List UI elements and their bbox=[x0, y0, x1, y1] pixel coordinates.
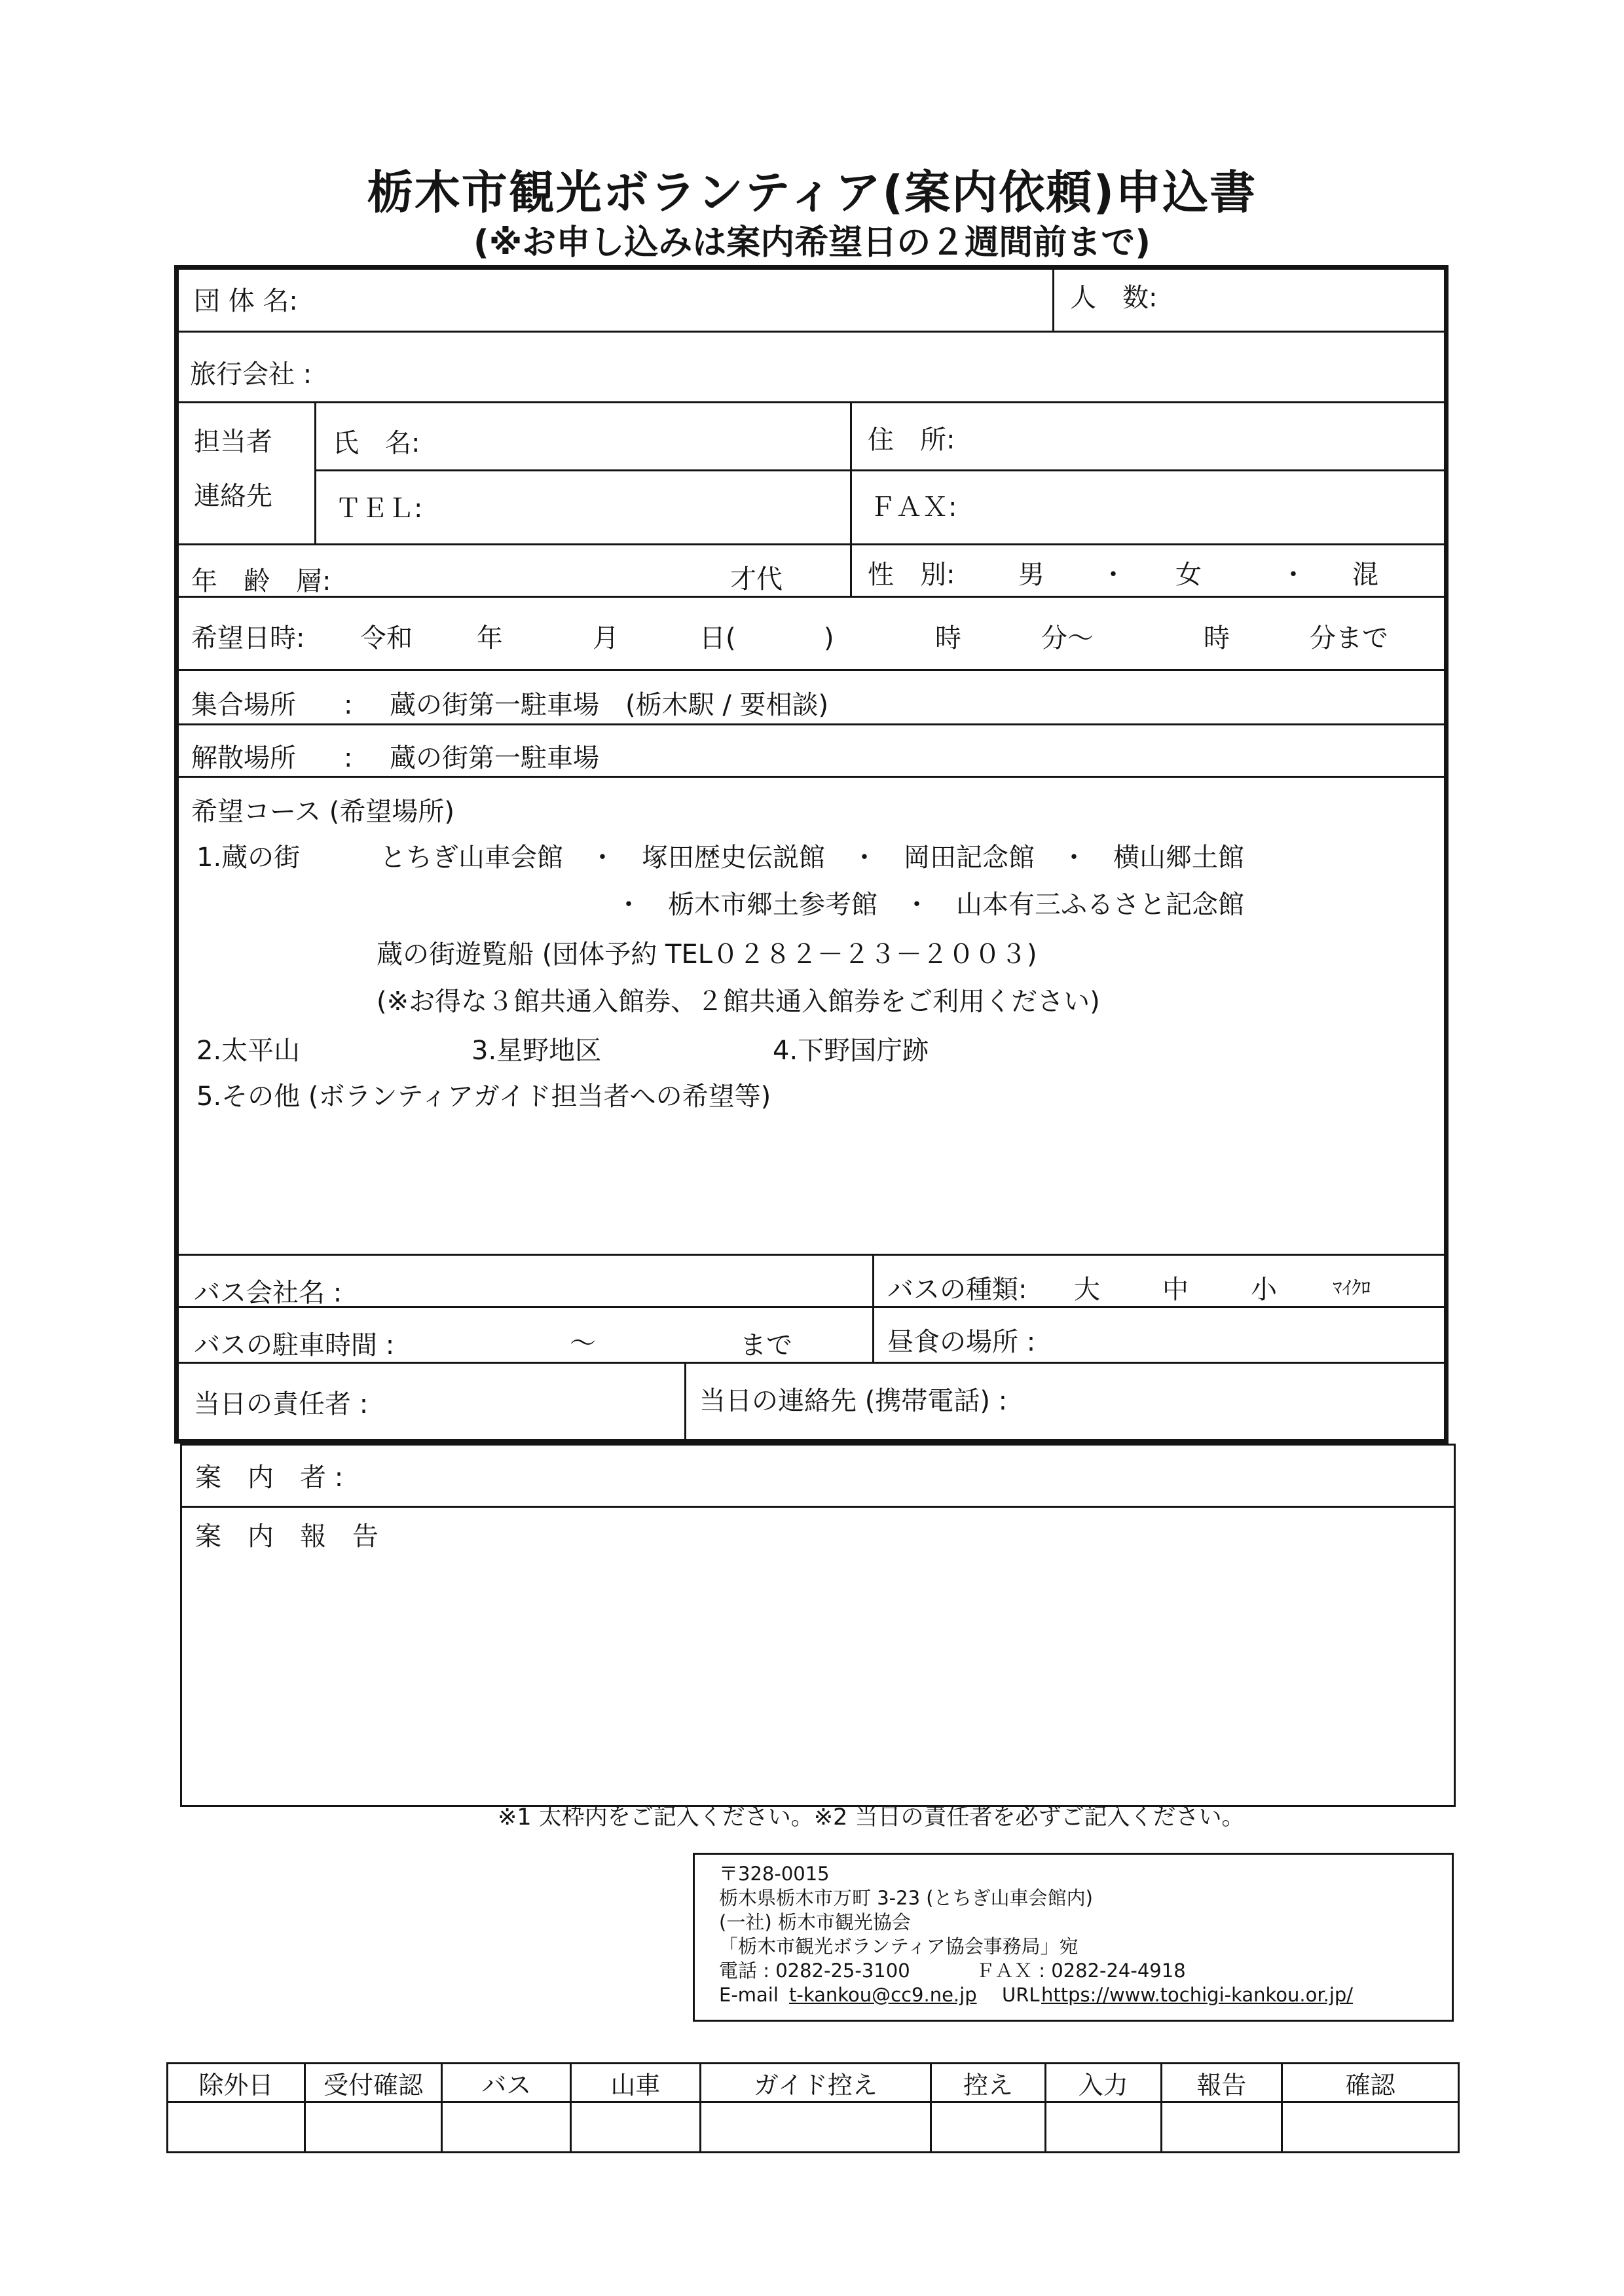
course-1-line-2[interactable]: ・ 栃木市郷土参考館 ・ 山本有三ふるさと記念館 bbox=[616, 890, 1244, 920]
time-minute-end: 分まで bbox=[1310, 623, 1388, 653]
table-cell[interactable] bbox=[1161, 2102, 1282, 2153]
gender-separator: ・ bbox=[1280, 560, 1306, 590]
date-month: 月 bbox=[593, 623, 619, 653]
date-year: 年 bbox=[477, 623, 503, 653]
bus-type-small[interactable]: 小 bbox=[1251, 1275, 1277, 1305]
dispersal-place-value: 蔵の街第一駐車場 bbox=[390, 743, 599, 773]
lunch-place-field[interactable] bbox=[1061, 1316, 1441, 1355]
date-time-field[interactable] bbox=[347, 609, 1441, 661]
bus-type-label: バスの種類: bbox=[887, 1275, 1027, 1305]
age-suffix: 才代 bbox=[730, 564, 783, 594]
lunch-place-label: 昼食の場所 : bbox=[887, 1327, 1036, 1357]
date-day: 日( bbox=[699, 623, 736, 653]
tel-label: ＴＥＬ: bbox=[335, 494, 423, 524]
guide-report-label: 案 内 報 告 bbox=[195, 1522, 378, 1552]
group-name-field[interactable] bbox=[341, 282, 1041, 321]
meeting-place-value: 蔵の街第一駐車場 (栃木駅 / 要相談) bbox=[390, 690, 829, 720]
guide-field[interactable] bbox=[367, 1453, 1441, 1499]
gender-mixed[interactable]: 混 bbox=[1352, 560, 1378, 590]
course-4[interactable]: 4.下野国庁跡 bbox=[773, 1036, 929, 1066]
bus-parking-until: まで bbox=[740, 1330, 792, 1360]
bus-parking-field[interactable] bbox=[419, 1316, 864, 1358]
organization-name: (一社) 栃木市観光協会 bbox=[719, 1911, 911, 1933]
name-label: 氏 名: bbox=[333, 428, 420, 458]
table-header: 控え bbox=[931, 2064, 1046, 2102]
email-link[interactable]: t-kankou@cc9.ne.jp bbox=[789, 1984, 977, 2006]
table-header: 報告 bbox=[1161, 2064, 1282, 2102]
table-header: バス bbox=[442, 2064, 571, 2102]
url-link[interactable]: https://www.tochigi-kankou.or.jp/ bbox=[1041, 1984, 1354, 2006]
contact-info-label: 連絡先 bbox=[194, 481, 272, 511]
day-contact-label: 当日の連絡先 (携帯電話) : bbox=[699, 1386, 1008, 1416]
group-name-label: 団 体 名: bbox=[194, 286, 298, 316]
table-header: ガイド控え bbox=[700, 2064, 931, 2102]
gender-male[interactable]: 男 bbox=[1018, 560, 1044, 590]
table-cell[interactable] bbox=[1282, 2102, 1459, 2153]
responsible-person-label: 当日の責任者 : bbox=[194, 1389, 369, 1419]
people-count-field[interactable] bbox=[1192, 282, 1441, 321]
course-1-line-3: 蔵の街遊覧船 (団体予約 TEL０２８２－２３－２００３) bbox=[377, 939, 1037, 970]
office-address: 栃木県栃木市万町 3-23 (とちぎ山車会館内) bbox=[719, 1887, 1093, 1909]
table-cell[interactable] bbox=[304, 2102, 442, 2153]
people-count-label: 人 数: bbox=[1070, 283, 1158, 313]
course-3[interactable]: 3.星野地区 bbox=[471, 1036, 602, 1066]
bus-type-medium[interactable]: 中 bbox=[1162, 1275, 1189, 1305]
table-cell[interactable] bbox=[571, 2102, 701, 2153]
course-1-line-4: (※お得な３館共通入館券、２館共通入館券をご利用ください) bbox=[377, 987, 1100, 1017]
meeting-place-label: 集合場所 bbox=[191, 690, 296, 720]
time-minute-start: 分～ bbox=[1041, 623, 1094, 653]
office-fax: ＦＡＸ : 0282-24-4918 bbox=[976, 1959, 1186, 1982]
bus-type-large[interactable]: 大 bbox=[1074, 1275, 1100, 1305]
table-cell[interactable] bbox=[168, 2102, 305, 2153]
table-header: 受付確認 bbox=[304, 2064, 442, 2102]
office-phone: 電話 : 0282-25-3100 bbox=[719, 1959, 910, 1982]
bus-company-label: バス会社名 : bbox=[194, 1278, 342, 1308]
table-cell[interactable] bbox=[442, 2102, 571, 2153]
other-request-field[interactable] bbox=[196, 1120, 1428, 1244]
url-label: URL bbox=[1002, 1984, 1040, 2006]
form-subtitle: (※お申し込みは案内希望日の２週間前まで) bbox=[473, 223, 1151, 263]
bus-company-field[interactable] bbox=[367, 1267, 864, 1303]
address-label: 住 所: bbox=[868, 425, 955, 455]
date-weekday-close: ) bbox=[824, 623, 834, 653]
table-header: 除外日 bbox=[168, 2064, 305, 2102]
time-hour-start: 時 bbox=[935, 623, 961, 653]
office-use-table bbox=[166, 2062, 1460, 2153]
tel-field[interactable] bbox=[445, 481, 838, 534]
course-5[interactable]: 5.その他 (ボランティアガイド担当者への希望等) bbox=[196, 1082, 771, 1112]
travel-agency-field[interactable] bbox=[327, 350, 1441, 393]
fill-in-notes: ※1 太枠内をご記入ください。※2 当日の責任者を必ずご記入ください。 bbox=[498, 1804, 1245, 1831]
age-group-field[interactable] bbox=[367, 553, 720, 589]
table-cell[interactable] bbox=[700, 2102, 931, 2153]
course-label: 希望コース (希望場所) bbox=[191, 797, 454, 827]
table-cell[interactable] bbox=[1045, 2102, 1161, 2153]
dispersal-colon: : bbox=[344, 743, 353, 773]
time-hour-end: 時 bbox=[1204, 623, 1230, 653]
responsible-person-field[interactable] bbox=[393, 1372, 674, 1434]
day-contact-field[interactable] bbox=[1074, 1372, 1441, 1434]
date-label: 希望日時: bbox=[191, 623, 305, 653]
bus-parking-tilde: ～ bbox=[570, 1328, 596, 1358]
gender-label: 性 別: bbox=[868, 560, 955, 590]
guide-report-field[interactable] bbox=[196, 1561, 1441, 1797]
fax-field[interactable] bbox=[982, 481, 1441, 534]
bus-parking-label: バスの駐車時間 : bbox=[194, 1330, 395, 1360]
postal-code: 〒328-0015 bbox=[719, 1863, 830, 1885]
table-header: 入力 bbox=[1045, 2064, 1161, 2102]
address-field[interactable] bbox=[982, 412, 1441, 462]
contact-person-label: 担当者 bbox=[194, 427, 272, 457]
table-cell[interactable] bbox=[931, 2102, 1046, 2153]
email-label: E-mail bbox=[719, 1984, 779, 2006]
age-group-label: 年 齢 層: bbox=[191, 566, 331, 596]
guide-label: 案 内 者 : bbox=[195, 1463, 344, 1493]
office-name: 「栃木市観光ボランティア協会事務局」宛 bbox=[719, 1935, 1079, 1958]
course-1-line-1[interactable]: とちぎ山車会館 ・ 塚田歴史伝説館 ・ 岡田記念館 ・ 横山郷土館 bbox=[380, 843, 1244, 873]
course-1-label[interactable]: 1.蔵の街 bbox=[196, 843, 301, 873]
date-era: 令和 bbox=[360, 623, 413, 653]
gender-separator: ・ bbox=[1100, 560, 1126, 590]
dispersal-place-label: 解散場所 bbox=[191, 743, 296, 773]
gender-female[interactable]: 女 bbox=[1175, 560, 1202, 590]
fax-label: ＦＡＸ: bbox=[870, 492, 957, 522]
meeting-colon: : bbox=[344, 690, 353, 720]
table-header: 確認 bbox=[1282, 2064, 1459, 2102]
table-header: 山車 bbox=[571, 2064, 701, 2102]
name-field[interactable] bbox=[445, 412, 838, 462]
course-2[interactable]: 2.太平山 bbox=[196, 1036, 301, 1066]
bus-type-micro[interactable]: ﾏｲｸﾛ bbox=[1333, 1277, 1371, 1299]
travel-agency-label: 旅行会社 : bbox=[190, 359, 312, 390]
form-title: 栃木市観光ボランティア(案内依頼)申込書 bbox=[367, 166, 1257, 219]
